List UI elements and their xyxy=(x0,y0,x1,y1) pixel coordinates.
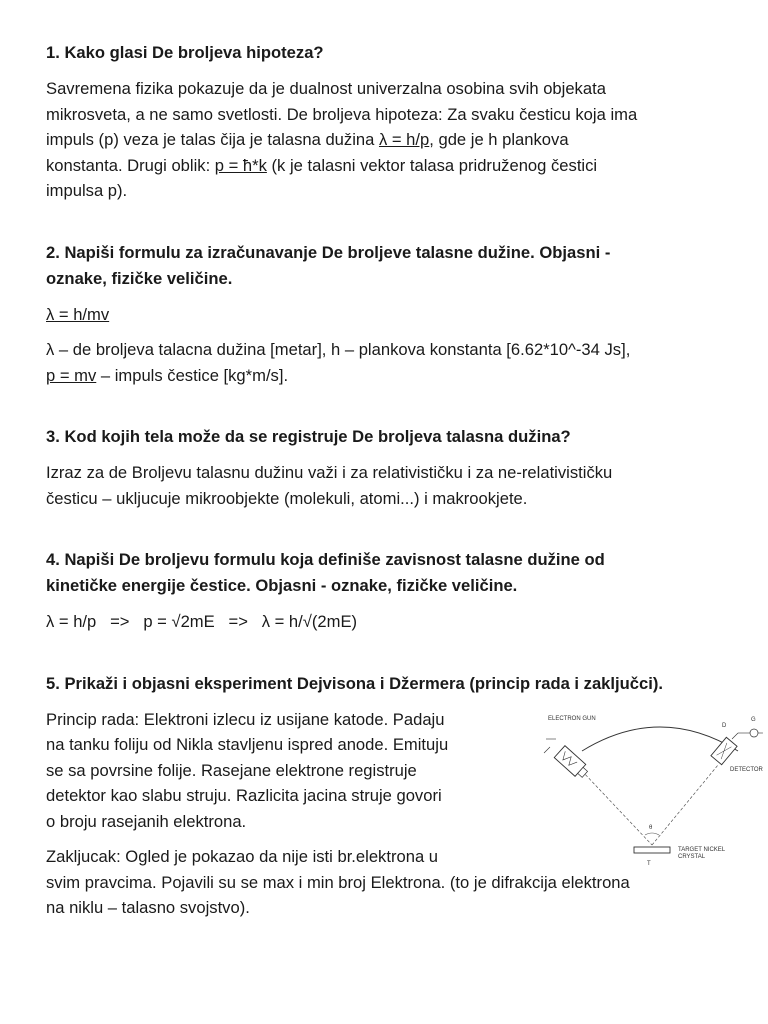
document-page xyxy=(46,40,763,921)
target-t-label: T xyxy=(647,860,651,867)
q1-line-3: impuls (p) veza je talas čija je talasna dužina λ = h/p, gde je h plankova xyxy=(46,130,569,149)
target-label-line-2: CRYSTAL xyxy=(678,853,706,860)
q3-line-1: Izraz za de Broljevu talasnu dužinu važi i za relativističku i za ne-relativističku xyxy=(46,463,613,482)
question-2-title-line-2: oznake, fizičke veličine. xyxy=(46,268,233,288)
q5-p1-line-4: detektor kao slabu struju. Razlicita jacina struje govori xyxy=(46,786,442,805)
electron-gun-label: ELECTRON GUN xyxy=(548,715,596,722)
q5-p1-line-1: Princip rada: Elektroni izlecu iz usijane katode. Padaju xyxy=(46,709,445,729)
experiment-svg xyxy=(542,709,764,869)
formula-kinetic-energy: λ = h/p => p = √2mE => λ = h/√(2mE) xyxy=(46,612,358,631)
nickel-crystal xyxy=(634,847,670,853)
scattered-beam xyxy=(652,765,718,845)
formula-lambda-h-mv: λ = h/mv xyxy=(46,304,110,324)
question-4-title-line-2: kinetičke energije čestice. Objasni - oznake, fizičke veličine. xyxy=(46,576,518,595)
q5-p2-line-1: Zakljucak: Ogled je pokazao da nije isti br.elektrona u xyxy=(46,847,439,866)
question-4-title-line-1: 4. Napiši De broljevu formulu koja definiše zavisnost talasne dužine od xyxy=(46,550,605,569)
electron-gun-icon xyxy=(554,745,590,780)
q5-p2-line-3: na niklu – talasno svojstvo). xyxy=(46,898,250,917)
davisson-germer-diagram xyxy=(542,709,764,869)
q1-line-5: impulsa p). xyxy=(46,181,128,200)
q1-line-1: Savremena fizika pokazuje da je dualnost univerzalna osobina svih objekata xyxy=(46,79,606,98)
q3-line-2: česticu – ukljucuje mikroobjekte (molekuli, atomi...) i makrookjete. xyxy=(46,488,528,508)
formula-lambda-h-p: λ = h/p xyxy=(378,130,430,149)
q5-p1-line-3: se sa povrsine folije. Rasejane elektrone registruje xyxy=(46,760,417,780)
question-5-title: 5. Prikaži i objasni eksperiment Dejvisona i Džermera (princip rada i zaključci). xyxy=(46,673,663,693)
question-2-title-line-1: 2. Napiši formulu za izračunavanje De broljeve talasne dužine. Objasni - xyxy=(46,242,611,262)
question-1-title: 1. Kako glasi De broljeva hipoteza? xyxy=(46,43,324,62)
q2-line-2: p = mv – impuls čestice [kg*m/s]. xyxy=(46,365,289,385)
q1-line-4: konstanta. Drugi oblik: p = ћ*k (k je talasni vektor talasa pridruženog čestici xyxy=(46,155,598,175)
q1-line-2: mikrosveta, a ne samo svetlosti. De broljeva hipoteza: Za svaku česticu koja ima xyxy=(46,104,638,124)
q2-line-1: λ – de broljeva talacna dužina [metar], h – plankova konstanta [6.62*10^-34 Js], xyxy=(46,340,631,359)
q5-p1-line-2: na tanku foliju od Nikla stavljenu ispred anode. Emituju xyxy=(46,735,449,754)
target-label-line-1: TARGET NICKEL xyxy=(678,846,726,853)
detector-icon xyxy=(711,737,737,764)
theta-label: θ xyxy=(649,824,653,831)
q5-p1-line-5: o broju rasejanih elektrona. xyxy=(46,811,247,831)
galvanometer-g-label: G xyxy=(751,716,756,723)
question-3-title: 3. Kod kojih tela može da se registruje De broljeva talasna dužina? xyxy=(46,427,571,446)
formula-p-mv: p = mv xyxy=(46,365,97,385)
theta-arc xyxy=(645,833,659,835)
formula-p-hbar-k: p = ћ*k xyxy=(214,155,267,175)
detector-d-label: D xyxy=(722,722,727,729)
galvanometer-icon xyxy=(750,729,758,737)
detector-label: DETECTOR xyxy=(730,766,763,773)
incident-beam xyxy=(582,771,652,845)
q5-p2-line-2: svim pravcima. Pojavili su se max i min broj Elektrona. (to je difrakcija elektrona xyxy=(46,872,630,892)
detector-arc xyxy=(582,727,738,751)
